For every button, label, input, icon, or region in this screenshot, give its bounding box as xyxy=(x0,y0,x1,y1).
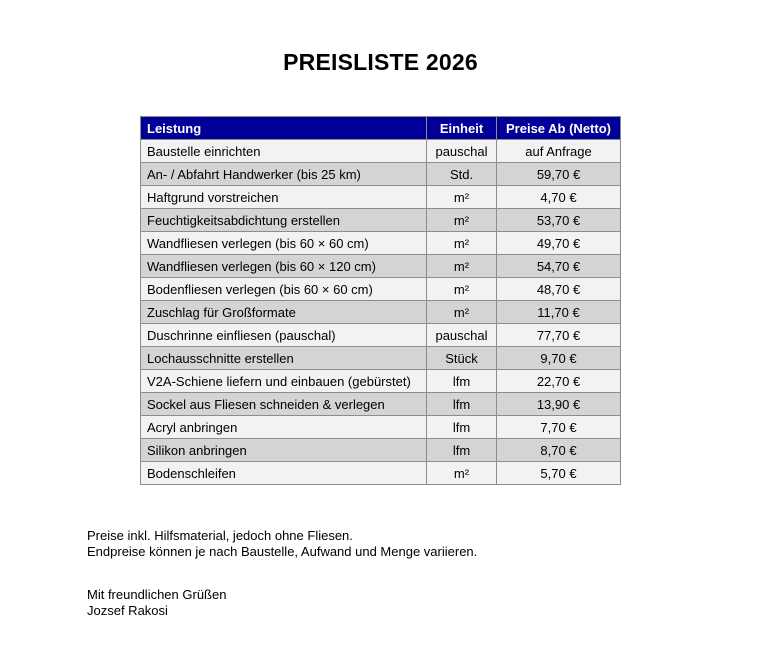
cell-leistung: Lochausschnitte erstellen xyxy=(141,347,427,370)
cell-einheit: m² xyxy=(427,255,497,278)
cell-leistung: V2A-Schiene liefern und einbauen (gebürstet) xyxy=(141,370,427,393)
price-table xyxy=(140,116,621,485)
table-row xyxy=(141,301,621,324)
cell-leistung: Acryl anbringen xyxy=(141,416,427,439)
cell-preis: 4,70 € xyxy=(497,186,621,209)
cell-einheit: lfm xyxy=(427,370,497,393)
table-row xyxy=(141,416,621,439)
cell-leistung: Wandfliesen verlegen (bis 60 × 120 cm) xyxy=(141,255,427,278)
cell-einheit: m² xyxy=(427,462,497,485)
table-row xyxy=(141,370,621,393)
cell-einheit: pauschal xyxy=(427,324,497,347)
cell-einheit: m² xyxy=(427,232,497,255)
cell-leistung: Bodenfliesen verlegen (bis 60 × 60 cm) xyxy=(141,278,427,301)
cell-einheit: lfm xyxy=(427,393,497,416)
cell-preis: 48,70 € xyxy=(497,278,621,301)
signoff xyxy=(87,587,226,619)
cell-einheit: m² xyxy=(427,301,497,324)
cell-preis: auf Anfrage xyxy=(497,140,621,163)
cell-einheit: lfm xyxy=(427,439,497,462)
note-line: Preise inkl. Hilfsmaterial, jedoch ohne Fliesen. xyxy=(87,528,353,543)
cell-preis: 5,70 € xyxy=(497,462,621,485)
table-row xyxy=(141,462,621,485)
cell-preis: 11,70 € xyxy=(497,301,621,324)
table-row xyxy=(141,186,621,209)
note-line: Endpreise können je nach Baustelle, Aufwand und Menge variieren. xyxy=(87,544,478,559)
cell-preis: 22,70 € xyxy=(497,370,621,393)
table-row xyxy=(141,232,621,255)
table-row xyxy=(141,393,621,416)
cell-preis: 53,70 € xyxy=(497,209,621,232)
cell-preis: 13,90 € xyxy=(497,393,621,416)
cell-einheit: lfm xyxy=(427,416,497,439)
cell-leistung: Sockel aus Fliesen schneiden & verlegen xyxy=(141,393,427,416)
table-row xyxy=(141,324,621,347)
cell-preis: 7,70 € xyxy=(497,416,621,439)
cell-einheit: m² xyxy=(427,186,497,209)
table-row xyxy=(141,278,621,301)
cell-einheit: pauschal xyxy=(427,140,497,163)
cell-einheit: Std. xyxy=(427,163,497,186)
header-leistung: Leistung xyxy=(141,117,427,140)
cell-preis: 49,70 € xyxy=(497,232,621,255)
signoff-greeting: Mit freundlichen Grüßen xyxy=(87,587,227,602)
cell-preis: 9,70 € xyxy=(497,347,621,370)
notes xyxy=(87,528,477,560)
header-einheit: Einheit xyxy=(427,117,497,140)
cell-leistung: Duschrinne einfliesen (pauschal) xyxy=(141,324,427,347)
table-row xyxy=(141,140,621,163)
signoff-name: Jozsef Rakosi xyxy=(87,603,168,618)
cell-leistung: Silikon anbringen xyxy=(141,439,427,462)
cell-leistung: Feuchtigkeitsabdichtung erstellen xyxy=(141,209,427,232)
cell-preis: 54,70 € xyxy=(497,255,621,278)
cell-leistung: Haftgrund vorstreichen xyxy=(141,186,427,209)
cell-leistung: Baustelle einrichten xyxy=(141,140,427,163)
cell-leistung: An- / Abfahrt Handwerker (bis 25 km) xyxy=(141,163,427,186)
cell-einheit: m² xyxy=(427,278,497,301)
cell-preis: 59,70 € xyxy=(497,163,621,186)
cell-leistung: Wandfliesen verlegen (bis 60 × 60 cm) xyxy=(141,232,427,255)
table-row xyxy=(141,163,621,186)
table-row xyxy=(141,439,621,462)
table-header-row xyxy=(141,117,621,140)
cell-leistung: Bodenschleifen xyxy=(141,462,427,485)
table-row xyxy=(141,255,621,278)
cell-preis: 8,70 € xyxy=(497,439,621,462)
header-preis: Preise Ab (Netto) xyxy=(497,117,621,140)
page-title: PREISLISTE 2026 xyxy=(283,49,478,75)
cell-leistung: Zuschlag für Großformate xyxy=(141,301,427,324)
table-row xyxy=(141,347,621,370)
cell-einheit: m² xyxy=(427,209,497,232)
table-row xyxy=(141,209,621,232)
cell-einheit: Stück xyxy=(427,347,497,370)
cell-preis: 77,70 € xyxy=(497,324,621,347)
